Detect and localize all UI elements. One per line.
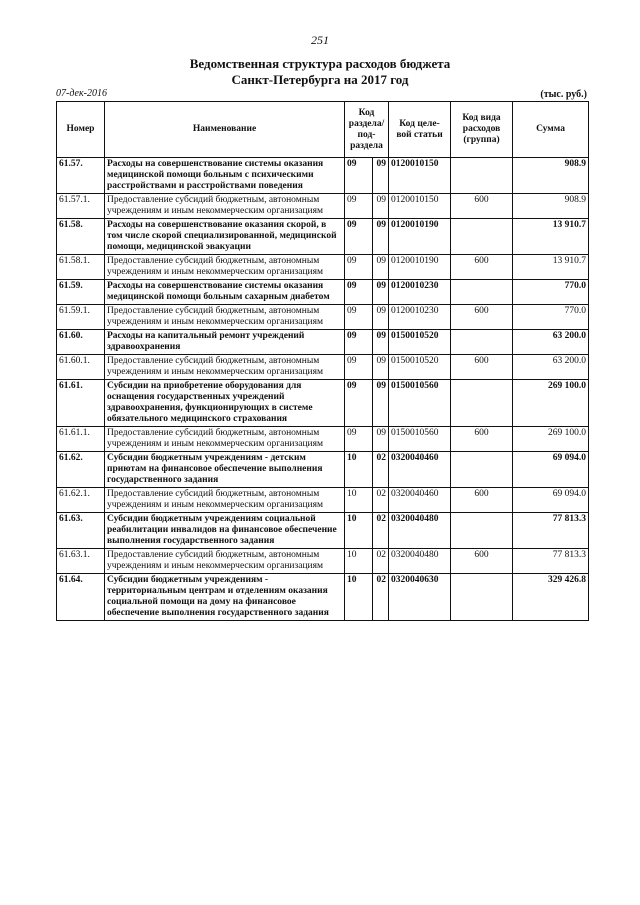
col-header-expense-type: Код вида расходов (группа) — [451, 102, 513, 158]
row-amount: 63 200.0 — [513, 330, 589, 355]
row-amount: 329 426.8 — [513, 574, 589, 621]
row-item-code: 0320040460 — [389, 452, 451, 488]
row-amount: 77 813.3 — [513, 513, 589, 549]
col-header-name: Наименование — [105, 102, 345, 158]
row-section: 09 — [345, 280, 373, 305]
row-number: 61.62. — [57, 452, 105, 488]
row-subsection: 09 — [373, 219, 389, 255]
row-name: Предоставление субсидий бюджетным, автономным учреждениям и иным некоммерческим организациям — [105, 355, 345, 380]
row-expense-group — [451, 452, 513, 488]
row-name: Расходы на совершенствование системы оказания медицинской помощи больным с психическими расстройствами и расстройствами поведения — [105, 158, 345, 194]
table-body — [57, 158, 589, 621]
row-name: Субсидии бюджетным учреждениям - территориальным центрам и отделениям оказания социальной помощи на дому на финансовое обеспечение выполнения государственного задания — [105, 574, 345, 621]
row-subsection: 09 — [373, 255, 389, 280]
row-amount: 63 200.0 — [513, 355, 589, 380]
row-amount: 269 100.0 — [513, 427, 589, 452]
row-item-code: 0120010230 — [389, 280, 451, 305]
row-section: 09 — [345, 330, 373, 355]
row-expense-group: 600 — [451, 194, 513, 219]
row-item-code: 0320040460 — [389, 488, 451, 513]
table-row — [57, 380, 589, 427]
row-amount: 69 094.0 — [513, 452, 589, 488]
row-expense-group — [451, 280, 513, 305]
row-expense-group — [451, 330, 513, 355]
row-item-code: 0120010190 — [389, 255, 451, 280]
row-subsection: 02 — [373, 549, 389, 574]
row-section: 09 — [345, 255, 373, 280]
row-expense-group — [451, 574, 513, 621]
units-label: (тыс. руб.) — [540, 89, 587, 100]
title-line-2: Санкт-Петербурга на 2017 год — [231, 72, 409, 87]
table-row — [57, 549, 589, 574]
row-number: 61.61.1. — [57, 427, 105, 452]
row-item-code: 0150010560 — [389, 380, 451, 427]
row-name: Субсидии бюджетным учреждениям социальной реабилитации инвалидов на финансовое обеспечение выполнения государственного задания — [105, 513, 345, 549]
row-number: 61.64. — [57, 574, 105, 621]
row-item-code: 0150010560 — [389, 427, 451, 452]
row-number: 61.59. — [57, 280, 105, 305]
page-number: 251 — [311, 33, 329, 47]
row-section: 10 — [345, 549, 373, 574]
row-name: Предоставление субсидий бюджетным, автономным учреждениям и иным некоммерческим организациям — [105, 488, 345, 513]
row-item-code: 0120010230 — [389, 305, 451, 330]
row-item-code: 0320040480 — [389, 513, 451, 549]
row-name: Субсидии бюджетным учреждениям - детским приютам на финансовое обеспечение выполнения государственного задания — [105, 452, 345, 488]
row-item-code: 0120010150 — [389, 158, 451, 194]
row-subsection: 09 — [373, 194, 389, 219]
row-subsection: 02 — [373, 513, 389, 549]
row-subsection: 09 — [373, 158, 389, 194]
row-expense-group — [451, 513, 513, 549]
table-header-row — [57, 102, 589, 158]
row-amount: 13 910.7 — [513, 255, 589, 280]
row-expense-group — [451, 219, 513, 255]
row-name: Расходы на совершенствование оказания скорой, в том числе скорой специализированной, медицинской помощи, медицинской эвакуации — [105, 219, 345, 255]
row-subsection: 09 — [373, 380, 389, 427]
row-section: 09 — [345, 158, 373, 194]
row-subsection: 02 — [373, 452, 389, 488]
row-subsection: 02 — [373, 488, 389, 513]
row-number: 61.57.1. — [57, 194, 105, 219]
row-section: 10 — [345, 452, 373, 488]
col-header-number: Номер — [57, 102, 105, 158]
table-row — [57, 158, 589, 194]
row-number: 61.58.1. — [57, 255, 105, 280]
row-amount: 770.0 — [513, 280, 589, 305]
table-row — [57, 255, 589, 280]
table-row — [57, 452, 589, 488]
table-row — [57, 427, 589, 452]
row-expense-group: 600 — [451, 255, 513, 280]
row-expense-group: 600 — [451, 427, 513, 452]
table-row — [57, 355, 589, 380]
row-name: Расходы на капитальный ремонт учреждений здравоохранения — [105, 330, 345, 355]
row-number: 61.60. — [57, 330, 105, 355]
table-row — [57, 330, 589, 355]
row-section: 10 — [345, 488, 373, 513]
row-section: 09 — [345, 305, 373, 330]
row-number: 61.61. — [57, 380, 105, 427]
row-name: Предоставление субсидий бюджетным, автономным учреждениям и иным некоммерческим организациям — [105, 255, 345, 280]
row-item-code: 0150010520 — [389, 355, 451, 380]
row-number: 61.63. — [57, 513, 105, 549]
row-subsection: 09 — [373, 330, 389, 355]
row-item-code: 0320040480 — [389, 549, 451, 574]
row-subsection: 09 — [373, 280, 389, 305]
row-subsection: 09 — [373, 355, 389, 380]
row-expense-group: 600 — [451, 355, 513, 380]
row-section: 09 — [345, 219, 373, 255]
table-row — [57, 219, 589, 255]
row-name: Предоставление субсидий бюджетным, автономным учреждениям и иным некоммерческим организациям — [105, 427, 345, 452]
row-name: Предоставление субсидий бюджетным, автономным учреждениям и иным некоммерческим организациям — [105, 549, 345, 574]
row-expense-group: 600 — [451, 305, 513, 330]
row-expense-group: 600 — [451, 488, 513, 513]
row-section: 09 — [345, 380, 373, 427]
row-number: 61.59.1. — [57, 305, 105, 330]
title-line-1: Ведомственная структура расходов бюджета — [189, 56, 451, 71]
table-row — [57, 305, 589, 330]
row-amount: 69 094.0 — [513, 488, 589, 513]
table-row — [57, 280, 589, 305]
row-subsection: 02 — [373, 574, 389, 621]
row-section: 09 — [345, 355, 373, 380]
row-subsection: 09 — [373, 305, 389, 330]
row-amount: 908.9 — [513, 158, 589, 194]
table-row — [57, 574, 589, 621]
row-amount: 77 813.3 — [513, 549, 589, 574]
row-number: 61.57. — [57, 158, 105, 194]
row-expense-group — [451, 380, 513, 427]
row-number: 61.60.1. — [57, 355, 105, 380]
row-item-code: 0320040630 — [389, 574, 451, 621]
row-section: 09 — [345, 427, 373, 452]
row-subsection: 09 — [373, 427, 389, 452]
row-section: 10 — [345, 513, 373, 549]
table-row — [57, 488, 589, 513]
budget-table — [56, 101, 589, 621]
row-number: 61.58. — [57, 219, 105, 255]
document-date: 07-дек-2016 — [56, 88, 107, 99]
document-title — [0, 56, 640, 88]
row-item-code: 0120010190 — [389, 219, 451, 255]
row-name: Предоставление субсидий бюджетным, автономным учреждениям и иным некоммерческим организациям — [105, 194, 345, 219]
table-row — [57, 513, 589, 549]
col-header-item-code: Код целе- вой статьи — [389, 102, 451, 158]
row-amount: 908.9 — [513, 194, 589, 219]
col-header-amount: Сумма — [513, 102, 589, 158]
row-amount: 13 910.7 — [513, 219, 589, 255]
col-header-section-code: Код раздела/ под- раздела — [345, 102, 389, 158]
row-expense-group: 600 — [451, 549, 513, 574]
row-expense-group — [451, 158, 513, 194]
table-row — [57, 194, 589, 219]
row-number: 61.63.1. — [57, 549, 105, 574]
row-item-code: 0150010520 — [389, 330, 451, 355]
row-section: 10 — [345, 574, 373, 621]
row-name: Расходы на совершенствование системы оказания медицинской помощи больным сахарным диабетом — [105, 280, 345, 305]
row-number: 61.62.1. — [57, 488, 105, 513]
row-name: Предоставление субсидий бюджетным, автономным учреждениям и иным некоммерческим организациям — [105, 305, 345, 330]
row-amount: 770.0 — [513, 305, 589, 330]
row-amount: 269 100.0 — [513, 380, 589, 427]
row-name: Субсидии на приобретение оборудования для оснащения государственных учреждений здравоохранения, функционирующих в системе обязательного медицинского страхования — [105, 380, 345, 427]
row-section: 09 — [345, 194, 373, 219]
row-item-code: 0120010150 — [389, 194, 451, 219]
